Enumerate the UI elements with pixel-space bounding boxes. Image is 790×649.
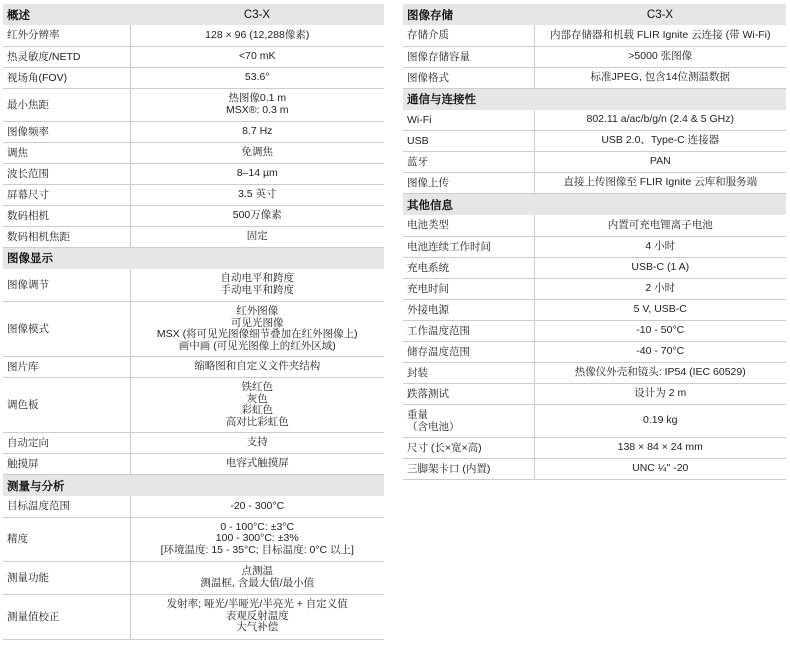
spec-row	[3, 184, 384, 205]
spec-value	[130, 163, 384, 184]
spec-value	[130, 25, 384, 46]
spec-label	[403, 173, 534, 194]
spec-value-line: <70 mK	[239, 49, 276, 62]
spec-value	[130, 378, 384, 433]
spec-label-line: 图像调节	[7, 278, 49, 291]
spec-value-line: 测温框, 含最大值/最小值	[200, 576, 315, 589]
spec-label	[403, 152, 534, 173]
left-spec-table	[3, 4, 384, 640]
spec-label	[3, 67, 130, 88]
spec-value-line: 画中画 (可见光图像上的红外区域)	[178, 339, 336, 352]
spec-label	[3, 269, 130, 302]
spec-label	[3, 142, 130, 163]
spec-label-line: 测量值校正	[7, 610, 60, 623]
spec-row	[403, 257, 786, 278]
spec-value-line: >5000 张图像	[628, 49, 693, 62]
spec-value-line: MSX (将可见光图像细节叠加在红外图像上)	[156, 328, 358, 340]
spec-value-line: 发射率; 哑光/半哑光/半亮光 + 自定义值	[166, 598, 348, 611]
spec-row	[3, 517, 384, 561]
spec-label-line: 三脚架卡口 (内置)	[407, 462, 491, 475]
spec-label	[403, 299, 534, 320]
spec-label-line: 充电系统	[407, 261, 449, 274]
spec-value	[534, 215, 786, 236]
spec-label-line: 外接电源	[407, 303, 449, 316]
spec-label	[3, 184, 130, 205]
spec-value	[130, 454, 384, 475]
spec-value-line: 100 - 300°C: ±3%	[215, 532, 299, 545]
spec-label	[403, 46, 534, 67]
spec-value	[130, 496, 384, 517]
spec-value-line: 可见光图像	[231, 316, 284, 329]
section-value-header: C3-X	[130, 4, 384, 25]
spec-value	[130, 226, 384, 247]
spec-label	[3, 594, 130, 639]
spec-row	[3, 25, 384, 46]
spec-value-line: 500万像素	[232, 208, 282, 221]
spec-label	[403, 320, 534, 341]
spec-value-line: 直接上传图像至 FLIR Ignite 云库和服务端	[563, 176, 758, 189]
section-title: 概述	[3, 4, 130, 25]
spec-value-line: 0 - 100°C: ±3°C	[220, 520, 295, 533]
spec-value-line: 53.6°	[244, 70, 270, 83]
spec-value	[534, 173, 786, 194]
spec-label	[403, 404, 534, 437]
spec-value-line: 8.7 Hz	[242, 124, 273, 137]
spec-label-line: 存储介质	[407, 29, 449, 42]
spec-value-line: 热像仪外壳和镜头: IP54 (IEC 60529)	[574, 365, 746, 378]
spec-value-line: 大气补偿	[236, 621, 279, 634]
spec-label-line: 充电时间	[407, 282, 449, 295]
spec-value	[534, 320, 786, 341]
spec-value	[130, 433, 384, 454]
spec-row	[403, 110, 786, 131]
spec-label-line: 图像模式	[7, 323, 49, 335]
spec-row	[403, 383, 786, 404]
spec-row	[3, 433, 384, 454]
spec-label	[3, 302, 130, 357]
spec-value	[534, 46, 786, 67]
section-value-header	[534, 194, 786, 216]
spec-label-line: 精度	[7, 533, 28, 545]
spec-label-line: 跌落测试	[407, 387, 449, 400]
spec-label-line: 重量	[407, 408, 428, 421]
spec-row	[3, 561, 384, 594]
spec-value	[534, 383, 786, 404]
spec-value	[130, 46, 384, 67]
spec-value-line: 手动电平和跨度	[220, 283, 294, 296]
spec-label	[3, 46, 130, 67]
spec-value	[534, 152, 786, 173]
spec-row	[403, 341, 786, 362]
spec-label-line: 电池连续工作时间	[407, 240, 491, 253]
spec-label-line: 图像存储容量	[407, 50, 470, 63]
spec-value	[534, 131, 786, 152]
spec-label	[403, 278, 534, 299]
spec-value	[130, 121, 384, 142]
spec-label-line: 数码相机焦距	[7, 230, 70, 243]
left-spec-column	[3, 4, 384, 640]
spec-value	[534, 25, 786, 46]
spec-value-line: 128 × 96 (12,288像素)	[205, 28, 310, 41]
spec-value-line: 高对比彩虹色	[225, 415, 289, 428]
spec-label	[403, 383, 534, 404]
spec-label-line: 图像频率	[7, 125, 49, 138]
section-title: 测量与分析	[3, 475, 130, 497]
spec-row	[403, 215, 786, 236]
spec-label-line: Wi-Fi	[407, 113, 432, 126]
section-title: 通信与连接性	[403, 88, 534, 110]
spec-value	[534, 278, 786, 299]
spec-value-line: 标准JPEG, 包含14位测温数据	[590, 70, 730, 83]
spec-value-line: 表观反射温度	[225, 609, 289, 622]
spec-row	[403, 320, 786, 341]
spec-value	[130, 517, 384, 561]
spec-value	[534, 437, 786, 458]
spec-value-line: 红外图像	[236, 305, 279, 317]
section-value-header	[534, 88, 786, 110]
spec-label	[403, 131, 534, 152]
spec-row	[403, 458, 786, 479]
spec-row	[403, 362, 786, 383]
spec-row	[3, 67, 384, 88]
spec-label-line: 封装	[407, 366, 428, 379]
spec-row	[403, 25, 786, 46]
spec-row	[3, 269, 384, 302]
spec-value	[130, 357, 384, 378]
spec-value-line: USB-C (1 A)	[631, 260, 690, 273]
spec-label	[403, 341, 534, 362]
spec-label	[3, 25, 130, 46]
spec-row	[3, 226, 384, 247]
spec-label-line: USB	[407, 135, 429, 147]
spec-label-line: 电池类型	[407, 219, 449, 232]
spec-row	[3, 594, 384, 639]
spec-value	[130, 67, 384, 88]
spec-row	[403, 236, 786, 257]
spec-value-line: 固定	[246, 229, 268, 242]
spec-value-line: 热图像0.1 m	[228, 92, 287, 104]
spec-value	[534, 299, 786, 320]
section-header	[3, 247, 384, 269]
spec-row	[403, 152, 786, 173]
spec-value-line: 802.11 a/ac/b/g/n (2.4 & 5 GHz)	[586, 113, 734, 125]
spec-label	[3, 433, 130, 454]
spec-value-line: 设计为 2 m	[634, 386, 687, 399]
spec-value	[130, 184, 384, 205]
spec-row	[403, 173, 786, 194]
spec-label-line: 测量功能	[7, 571, 49, 584]
spec-value-line: 8–14 µm	[236, 166, 278, 179]
spec-label-line: 红外分辨率	[7, 29, 60, 42]
spec-label	[403, 236, 534, 257]
spec-label-line: 调色板	[7, 399, 39, 411]
spec-value-line: 铁红色	[241, 381, 273, 393]
spec-label	[403, 67, 534, 88]
spec-value-line: 内部存储器和机载 FLIR Ignite 云连接 (带 Wi-Fi)	[549, 28, 771, 41]
section-header	[3, 4, 384, 25]
section-header	[3, 475, 384, 497]
spec-row	[403, 278, 786, 299]
spec-row	[3, 46, 384, 67]
spec-label	[3, 205, 130, 226]
section-header	[403, 88, 786, 110]
spec-row	[3, 302, 384, 357]
section-title: 图像存储	[403, 4, 534, 25]
spec-row	[3, 121, 384, 142]
spec-value-line: 4 小时	[645, 239, 676, 252]
spec-value	[130, 142, 384, 163]
section-value-header	[130, 247, 384, 269]
spec-value-line: 缩略图和自定义文件夹结构	[194, 360, 321, 373]
spec-value	[534, 404, 786, 437]
spec-value	[534, 110, 786, 131]
section-header	[403, 194, 786, 216]
spec-row	[3, 357, 384, 378]
spec-label	[3, 517, 130, 561]
spec-label	[403, 215, 534, 236]
right-spec-column	[403, 4, 786, 480]
spec-label	[403, 458, 534, 479]
spec-value-line: 内置可充电锂离子电池	[607, 218, 713, 231]
spec-value-line: -40 - 70°C	[636, 344, 685, 357]
spec-value-line: 2 小时	[645, 281, 676, 294]
spec-label	[3, 378, 130, 433]
spec-value	[534, 257, 786, 278]
spec-label	[403, 110, 534, 131]
spec-value	[534, 458, 786, 479]
spec-label	[3, 88, 130, 121]
spec-label-line: 图像上传	[407, 177, 449, 189]
spec-value-line: PAN	[649, 155, 671, 168]
right-spec-table	[403, 4, 786, 480]
spec-label-line: 图像格式	[407, 71, 449, 84]
spec-row	[3, 496, 384, 517]
spec-label	[403, 362, 534, 383]
spec-label-line: 储存温度范围	[407, 345, 470, 358]
spec-label-line: 最小焦距	[7, 98, 49, 111]
spec-value-line: 5 V, USB-C	[633, 302, 687, 315]
spec-value-line: -20 - 300°C	[230, 499, 285, 512]
spec-value-line: 3.5 英寸	[237, 187, 277, 200]
spec-value-line: 免调焦	[241, 145, 273, 158]
spec-label-line: 触摸屏	[7, 458, 39, 470]
spec-value-line: USB 2.0、Type-C 连接器	[601, 134, 720, 147]
spec-label-line: 波长范围	[7, 167, 49, 180]
section-title: 其他信息	[403, 194, 534, 216]
spec-label	[3, 561, 130, 594]
spec-label	[403, 257, 534, 278]
spec-label-line: （含电池）	[407, 420, 460, 433]
spec-row	[3, 205, 384, 226]
spec-value-line: 电容式触摸屏	[225, 457, 289, 470]
spec-label-line: 数码相机	[7, 209, 49, 222]
spec-label	[3, 121, 130, 142]
spec-row	[3, 88, 384, 121]
spec-label	[403, 437, 534, 458]
section-value-header: C3-X	[534, 4, 786, 25]
spec-row	[3, 142, 384, 163]
spec-value-line: [环境温度: 15 - 35°C; 目标温度: 0°C 以上]	[160, 543, 354, 556]
spec-value	[534, 362, 786, 383]
spec-label-line: 热灵敏度/NETD	[7, 50, 81, 63]
spec-row	[403, 131, 786, 152]
spec-value	[130, 269, 384, 302]
spec-row	[403, 437, 786, 458]
spec-value	[130, 561, 384, 594]
spec-value-line: MSX®: 0.3 m	[225, 103, 289, 116]
spec-label-line: 自动定向	[7, 437, 49, 449]
spec-label	[403, 25, 534, 46]
spec-value-line: 点测温	[241, 565, 273, 577]
spec-row	[3, 454, 384, 475]
spec-value-line: 自动电平和跨度	[220, 272, 294, 285]
spec-row	[403, 46, 786, 67]
spec-label	[3, 163, 130, 184]
spec-label	[3, 357, 130, 378]
spec-label	[3, 226, 130, 247]
spec-row	[403, 67, 786, 88]
spec-row	[403, 404, 786, 437]
spec-value	[130, 205, 384, 226]
spec-value	[534, 236, 786, 257]
spec-value-line: 彩虹色	[241, 404, 273, 416]
spec-row	[3, 163, 384, 184]
spec-label-line: 图片库	[7, 361, 39, 373]
spec-value-line: 138 × 84 × 24 mm	[617, 440, 703, 453]
spec-label-line: 目标温度范围	[7, 500, 70, 513]
spec-value	[130, 594, 384, 639]
spec-label-line: 尺寸 (长×宽×高)	[407, 441, 482, 454]
spec-label-line: 调焦	[7, 146, 28, 159]
spec-value	[130, 88, 384, 121]
section-title: 图像显示	[3, 247, 130, 269]
spec-value-line: 灰色	[246, 392, 268, 405]
spec-row	[3, 378, 384, 433]
spec-value-line: -10 - 50°C	[636, 323, 685, 336]
spec-value	[130, 302, 384, 357]
spec-row	[403, 299, 786, 320]
spec-label-line: 蓝牙	[407, 156, 428, 168]
spec-value	[534, 67, 786, 88]
spec-label-line: 工作温度范围	[407, 324, 470, 337]
spec-value-line: 0.19 kg	[643, 413, 678, 426]
spec-value-line: UNC ¼" -20	[632, 461, 689, 474]
section-value-header	[130, 475, 384, 497]
spec-label-line: 视场角(FOV)	[7, 71, 68, 84]
spec-value-line: 支持	[246, 436, 268, 449]
spec-label-line: 屏幕尺寸	[7, 188, 49, 201]
spec-label	[3, 496, 130, 517]
spec-value	[534, 341, 786, 362]
section-header	[403, 4, 786, 25]
spec-label	[3, 454, 130, 475]
